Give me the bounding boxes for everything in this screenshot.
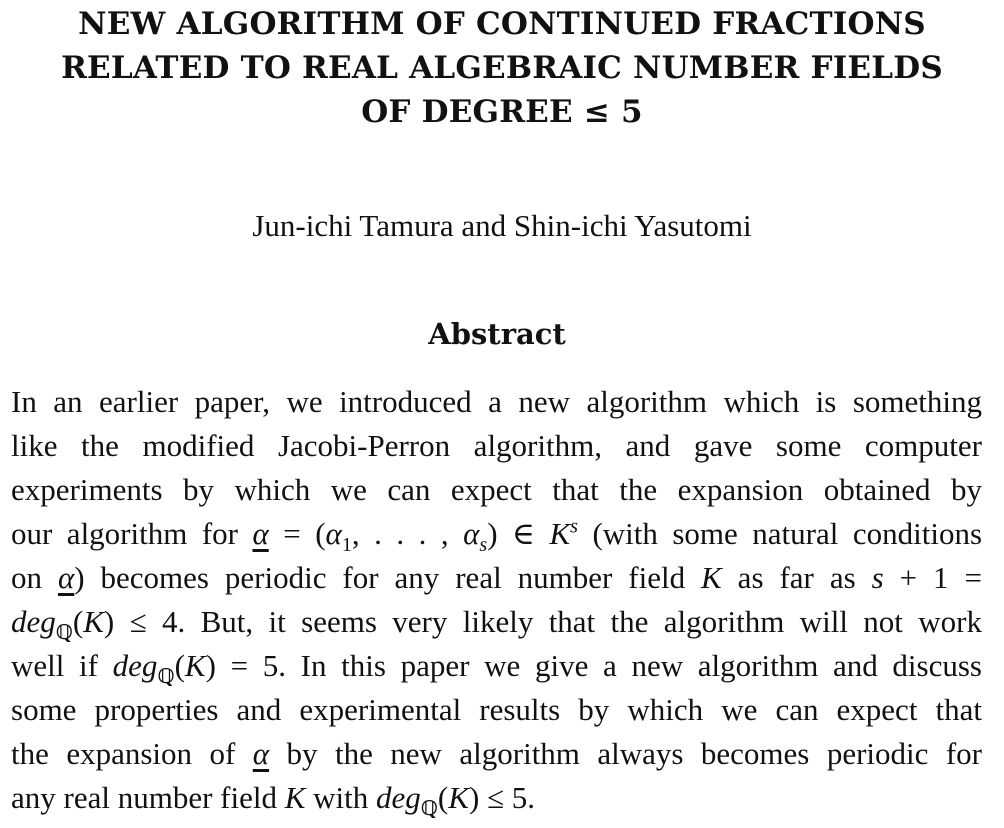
math-rationals-subscript: ℚ xyxy=(420,796,438,821)
abstract-text-run: by the new algorithm always becomes periodic for xyxy=(269,736,982,771)
title-line-2: RELATED TO REAL ALGEBRAIC NUMBER FIELDS xyxy=(61,50,943,86)
abstract-line: experiments by which we can expect that the expansion obtained by xyxy=(11,472,982,507)
abstract-text-run: ) = 5. In this paper we give a new algorithm and discuss xyxy=(205,648,982,683)
abstract-text-run: ( xyxy=(72,604,84,639)
math-subscript: 1 xyxy=(341,534,352,557)
math-deg: deg xyxy=(11,604,56,639)
abstract-text-run: ) becomes periodic for any real number field xyxy=(74,560,702,595)
abstract-heading: Abstract xyxy=(428,317,566,351)
abstract-text-run: (with some natural conditions xyxy=(577,516,983,551)
math-s: s xyxy=(871,560,884,595)
math-field-k: K xyxy=(701,560,722,595)
abstract-line: some properties and experimental results by which we can expect that xyxy=(11,692,982,727)
abstract-line xyxy=(11,512,982,556)
abstract-line: like the modified Jacobi-Perron algorithm, and gave some computer xyxy=(11,428,982,463)
paper-title xyxy=(0,2,1004,134)
abstract-text-run: the expansion of xyxy=(11,736,253,771)
math-superscript: s xyxy=(570,515,578,538)
math-alpha-vector: α xyxy=(252,736,270,771)
abstract-text-run: = ( xyxy=(268,516,326,551)
abstract-text-run: , . . . , xyxy=(351,516,464,551)
abstract-line xyxy=(11,556,982,600)
abstract-text-run: ) ≤ 5. xyxy=(468,780,536,815)
abstract-text xyxy=(11,380,982,820)
abstract-text-run: on xyxy=(11,560,58,595)
math-field-k: K xyxy=(549,516,571,551)
math-field-k: K xyxy=(184,648,206,683)
abstract-text-run: ) ≤ 4. But, it seems very likely that the algorithm will not work xyxy=(103,604,982,639)
abstract-text-run: well if xyxy=(11,648,113,683)
math-rationals-subscript: ℚ xyxy=(157,664,175,689)
math-field-k: K xyxy=(448,780,469,815)
abstract-line xyxy=(11,776,982,820)
author-list: Jun-ichi Tamura and Shin-ichi Yasutomi xyxy=(252,208,752,243)
abstract-line xyxy=(11,644,982,688)
math-field-k: K xyxy=(284,780,306,815)
abstract-text-run: ( xyxy=(437,780,449,815)
math-field-k: K xyxy=(83,604,104,639)
abstract-line xyxy=(11,600,982,644)
math-alpha: α xyxy=(325,516,342,551)
abstract-text-run: with xyxy=(305,780,377,815)
math-subscript: s xyxy=(479,534,488,557)
math-alpha-vector: α xyxy=(252,516,269,551)
abstract-line xyxy=(11,732,982,776)
abstract-line: In an earlier paper, we introduced a new algorithm which is something xyxy=(11,384,982,419)
math-deg: deg xyxy=(112,648,158,683)
math-deg: deg xyxy=(376,780,421,815)
abstract-text-run: our algorithm for xyxy=(11,516,253,551)
abstract-text-run: + 1 = xyxy=(883,560,982,595)
abstract-text-run: ) ∈ xyxy=(487,516,550,551)
math-rationals-subscript: ℚ xyxy=(55,620,73,645)
title-line-1: NEW ALGORITHM OF CONTINUED FRACTIONS xyxy=(78,6,926,42)
title-line-3: OF DEGREE ≤ 5 xyxy=(361,94,643,130)
math-alpha: α xyxy=(463,516,480,551)
math-alpha-vector: α xyxy=(57,560,75,595)
abstract-text-run: ( xyxy=(174,648,185,683)
abstract-text-run: any real number field xyxy=(11,780,285,815)
abstract-text-run: as far as xyxy=(721,560,872,595)
